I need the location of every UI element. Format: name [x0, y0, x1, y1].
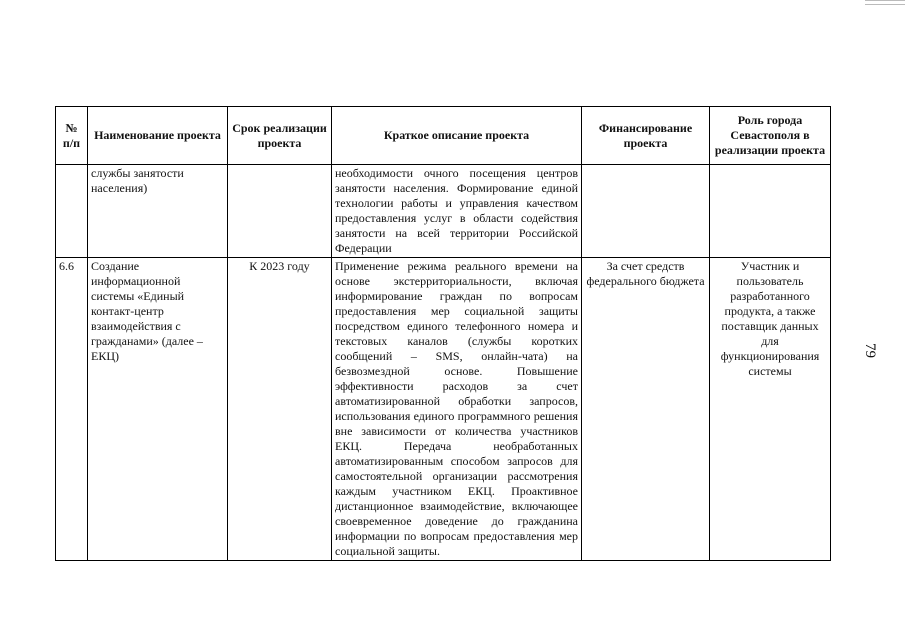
- corner-mark: [865, 0, 905, 5]
- header-role: Роль города Севастополя в реализации проекта: [710, 107, 831, 165]
- cell-term: [228, 165, 332, 258]
- page-number: 79: [862, 343, 878, 358]
- header-name: Наименование проекта: [88, 107, 228, 165]
- cell-role: Участник и пользователь разработанного продукта, а также поставщик данных для функционирования системы: [710, 258, 831, 561]
- cell-name: службы занятости населения): [88, 165, 228, 258]
- cell-financing: За счет средств федерального бюджета: [582, 258, 710, 561]
- cell-term: К 2023 году: [228, 258, 332, 561]
- header-financing: Финансирование проекта: [582, 107, 710, 165]
- header-term: Срок реализации проекта: [228, 107, 332, 165]
- cell-num: 6.6: [56, 258, 88, 561]
- header-description: Краткое описание проекта: [332, 107, 582, 165]
- cell-description: Применение режима реального времени на основе экстерриториальности, включая информирование граждан по вопросам предоставления мер социальной защиты посредством единого телефонного номера и текстовых каналов (службы коротких сообщений – SMS, онлайн-чата) на безвозмездной основе. Повышение эффективности расходов за счет автоматизированной обработки запросов, использования единого программного решения вне зависимости от количества участников ЕКЦ. Передача необработанных автоматизированным способом запросов для самостоятельной организации рассмотрения каждым участником ЕКЦ. Проактивное дистанционное взаимодействие, включающее своевременное доведение до гражданина информации по вопросам предоставления мер социальной защиты.: [332, 258, 582, 561]
- header-num: № п/п: [56, 107, 88, 165]
- table-header-row: [56, 107, 831, 165]
- table-row: [56, 165, 831, 258]
- cell-description: необходимости очного посещения центров занятости населения. Формирование единой технологии работы и управления качеством предоставления услуг в области содействия занятости на всей территории Российской Федерации: [332, 165, 582, 258]
- projects-table: [55, 106, 831, 561]
- cell-financing: [582, 165, 710, 258]
- cell-role: [710, 165, 831, 258]
- cell-num: [56, 165, 88, 258]
- cell-name: Создание информационной системы «Единый контакт-центр взаимодействия с гражданами» (далее – ЕКЦ): [88, 258, 228, 561]
- table-row: [56, 258, 831, 561]
